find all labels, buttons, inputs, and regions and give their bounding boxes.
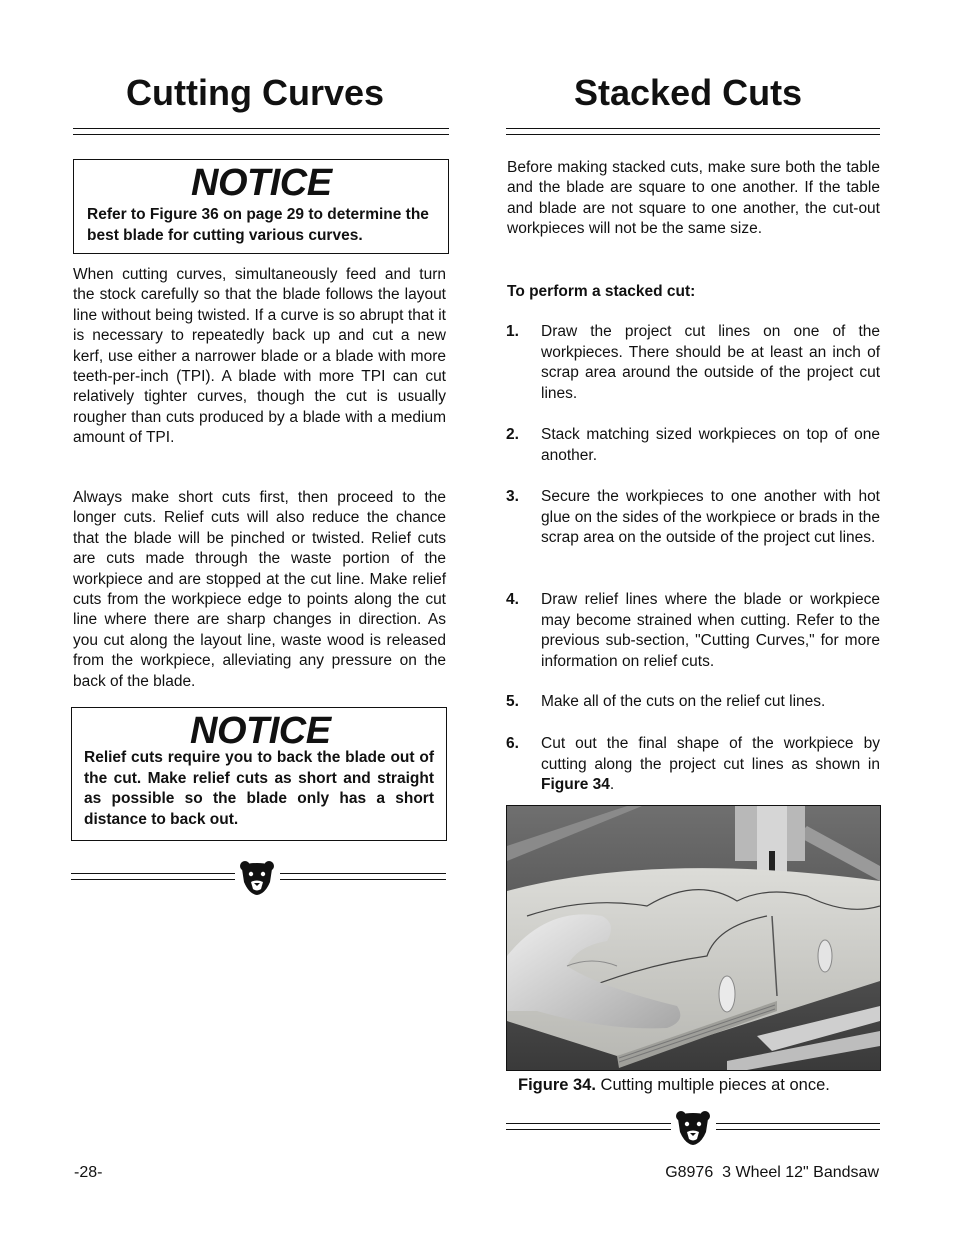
step-number: 6.	[506, 735, 519, 752]
bandsaw-stack-photo-illustration	[507, 806, 880, 1070]
divider-right-b	[716, 1123, 880, 1130]
figure-caption	[518, 1076, 830, 1095]
notice-text: Relief cuts require you to back the blade out of the cut. Make relief cuts as short and straight as possible so the blade only has a short distance to back out.	[84, 749, 434, 828]
notice-title: NOTICE	[191, 162, 332, 204]
figure-caption-text: Cutting multiple pieces at once.	[595, 1076, 830, 1094]
figure-reference: Figure 34	[541, 776, 610, 793]
step-number: 4.	[506, 591, 519, 608]
notice-box-2	[71, 707, 447, 841]
step-number: 1.	[506, 323, 519, 340]
heading-cutting-curves: Cutting Curves	[126, 72, 385, 113]
step-5	[506, 692, 880, 713]
paragraph-curves-2: Always make short cuts first, then proceed to the longer cuts. Relief cuts will also reduce the chance that the blade will be pinched or twisted. Relief cuts are cuts made through the waste portion of the workpiece and are stopped at the cut line. Make relief cuts from the workpiece edge to points along the cut line where there are sharp changes in direction. As you cut along the layout line, waste wood is released from the workpiece, alleviating any pressure on the back of the blade.	[73, 489, 446, 690]
procedure-title: To perform a stacked cut:	[507, 283, 696, 300]
notice-text: Refer to Figure 36 on page 29 to determine the best blade for cutting various curves.	[87, 206, 429, 244]
divider-right-a	[506, 1123, 671, 1130]
figure-34-photo	[506, 805, 881, 1071]
paragraph-curves-1: When cutting curves, simultaneously feed and turn the stock carefully so that the blade follows the layout line without being twisted. If a curve is so abrupt that it is necessary to repeatedly back up and cut a new kerf, use either a narrower blade or a blade with more teeth-per-inch (TPI). A blade with more TPI can cut relatively tighter curves, though the cut is usually rougher than cuts produced by a blade with a medium amount of TPI.	[73, 266, 446, 447]
step-number: 3.	[506, 488, 519, 505]
bear-head-icon	[675, 1110, 711, 1146]
page-number: -28-	[74, 1164, 103, 1181]
notice-box-1	[73, 159, 449, 254]
rule-right-top	[506, 128, 880, 135]
step-6	[506, 734, 880, 796]
step-text: Draw the project cut lines on one of the workpieces. There should be at least an inch of scrap area around the outside of the project cut lines.	[541, 323, 880, 402]
model-name: G8976 3 Wheel 12" Bandsaw	[665, 1164, 879, 1181]
paragraph-stacked-intro: Before making stacked cuts, make sure both the table and the blade are square to one another. If the table and blade are not square to one another, the cut-out workpieces will not be the same size.	[507, 159, 880, 238]
bear-head-icon	[239, 860, 275, 896]
step-text: Stack matching sized workpieces on top of one another.	[541, 426, 880, 464]
step-text-part: Cut out the final shape of the workpiece by cutting along the project cut lines as shown in	[541, 735, 880, 773]
step-number: 2.	[506, 426, 519, 443]
step-2	[506, 425, 880, 466]
rule-left-top	[73, 128, 449, 135]
step-3	[506, 487, 880, 549]
heading-stacked-cuts: Stacked Cuts	[574, 72, 803, 113]
step-number: 5.	[506, 693, 519, 710]
step-text: Secure the workpieces to one another with hot glue on the sides of the workpiece or brads in the scrap area on the outside of the project cut lines.	[541, 488, 880, 546]
step-text	[541, 734, 880, 796]
step-1	[506, 322, 880, 404]
figure-label: Figure 34.	[518, 1076, 596, 1094]
step-4	[506, 590, 880, 672]
step-text: Draw relief lines where the blade or workpiece may become strained when cutting. Refer to the previous sub-section, "Cutting Curves," for more information on relief cuts.	[541, 591, 880, 670]
step-text-part: .	[609, 776, 615, 793]
divider-left-a	[71, 873, 235, 880]
notice-title: NOTICE	[190, 710, 331, 752]
step-text: Make all of the cuts on the relief cut lines.	[541, 693, 826, 710]
divider-left-b	[280, 873, 446, 880]
